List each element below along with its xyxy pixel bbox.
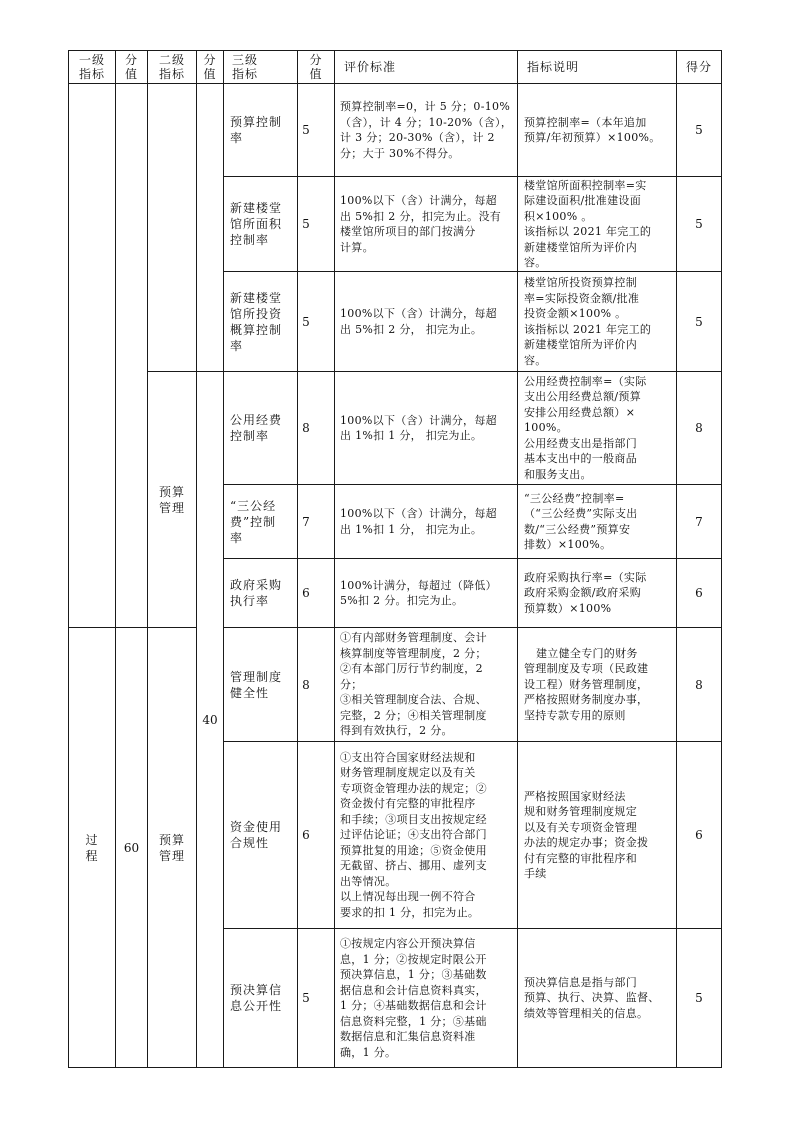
criteria: 100%计满分，每超过（降低） 5%扣 2 分。扣完为止。 (340, 578, 497, 607)
description: 公用经费控制率=（实际 支出公用经费总额/预算 安排公用经费总额）× 100%。 公用经费支出是指部门 基本支出中的一般商品 和服务支出。 (524, 374, 647, 481)
header-level1: 一级 指标 (78, 53, 105, 81)
indicator-building-area-control-rate: 新建楼堂 馆所面积 控制率 (230, 201, 283, 247)
table-border-bottom (68, 1067, 722, 1068)
criteria: 100%以下（含）计满分，每超 出 1%扣 1 分， 扣完为止。 (340, 413, 497, 442)
score: 8 (695, 421, 703, 435)
indicator-public-funds-control-rate: 公用经费 控制率 (230, 413, 283, 443)
level1-process: 过 程 (85, 832, 99, 863)
score: 6 (695, 828, 703, 842)
criteria: ①支出符合国家财经法规和 财务管理制度规定以及有关 专项资金管理办法的规定；② 资金拨付有完整的审批程序 和手续；③项目支出按规定经 过评估论证；④支出符合部门 预算批复的用途；⑤资金使用 无截留、挤占、挪用、虚列支 出等情况。 以上情况每出现一例不符合 要求的扣 1 分，扣完为止。 (340, 750, 487, 919)
criteria: 100%以下（含）计满分，每超 出 5%扣 2 分， 扣完为止。 (340, 307, 497, 336)
score: 5 (695, 991, 703, 1005)
weight: 5 (302, 217, 310, 231)
score: 7 (695, 514, 703, 529)
level2-score-40: 40 (202, 712, 218, 727)
column-divider (517, 50, 518, 1068)
description: 严格按照国家财经法 规和财务管理制度规定 以及有关专项资金管理 办法的规定办事；资金拨 付有完整的审批程序和 手续 (524, 789, 649, 880)
criteria: 100%以下（含）计满分，每超 出 5%扣 2 分，扣完为止。没有 楼堂馆所项目的部门按满分 计算。 (340, 194, 502, 254)
weight: 7 (302, 514, 310, 529)
weight: 5 (302, 123, 310, 137)
level1-score-60: 60 (123, 840, 140, 855)
indicator-government-procurement-rate: 政府采购 执行率 (230, 578, 283, 608)
column-divider (334, 50, 335, 1068)
indicator-budget-disclosure: 预决算信 息公开性 (230, 983, 283, 1013)
description: “三公经费”控制率= （“三公经费”实际支出 数/“三公经费”预算安 排数）×100%。 (524, 491, 638, 551)
header-score1: 分 值 (124, 53, 138, 81)
indicator-building-investment-control-rate: 新建楼堂 馆所投资 概算控制 率 (230, 290, 283, 353)
weight: 6 (302, 586, 310, 600)
column-divider (223, 50, 224, 1068)
indicator-budget-control-rate: 预算控制 率 (230, 115, 283, 145)
header-description: 指标说明 (527, 60, 580, 74)
description: 预决算信息是指与部门 预算、执行、决算、监督、 绩效等管理相关的信息。 (524, 975, 660, 1020)
description: 预算控制率=（本年追加 预算/年初预算）×100%。 (524, 115, 661, 144)
weight: 5 (302, 314, 310, 329)
score: 5 (695, 123, 703, 137)
weight: 6 (302, 828, 310, 842)
criteria: 预算控制率=0，计 5 分；0-10% （含），计 4 分；10-20%（含）， 计 3 分；20-30%（含），计 2 分；大于 30%不得分。 (340, 100, 513, 160)
indicator-management-system-soundness: 管理制度 健全性 (230, 669, 283, 700)
score: 5 (695, 217, 703, 231)
score: 5 (695, 314, 703, 329)
criteria: 100%以下（含）计满分，每超 出 1%扣 1 分， 扣完为止。 (340, 507, 497, 536)
description: 建立健全专门的财务 管理制度及专项（民政建 设工程）财务管理制度， 严格按照财务制度办事， 坚持专款专用的原则 (524, 646, 649, 722)
score: 6 (695, 586, 703, 600)
level2-budget-management-a: 预算 管理 (158, 484, 185, 515)
weight: 8 (302, 421, 310, 435)
header-score3: 分 值 (309, 53, 323, 81)
weight: 5 (302, 991, 310, 1005)
description: 政府采购执行率=（实际 政府采购金额/政府采购 预算数）×100% (524, 570, 647, 615)
header-level2: 二级 指标 (158, 53, 185, 81)
header-score2: 分 值 (203, 53, 217, 81)
indicator-fund-use-compliance: 资金使用 合规性 (230, 820, 283, 850)
header-criteria: 评价标准 (344, 60, 397, 74)
table-border-right (721, 50, 722, 1068)
description: 楼堂馆所面积控制率=实 际建设面积/批准建设面 积×100% 。 该指标以 2021 年完工的 新建楼堂馆所为评价内 容。 (524, 178, 652, 269)
description: 楼堂馆所投资预算控制 率=实际投资金额/批准 投资金额×100% 。 该指标以 2021 年完工的 新建楼堂馆所为评价内 容。 (524, 276, 652, 367)
level2-budget-management-b: 预算 管理 (158, 832, 185, 863)
weight: 8 (302, 677, 310, 692)
header-level3: 三级 指标 (232, 53, 259, 81)
criteria: ①有内部财务管理制度、会计 核算制度等管理制度，2 分； ②有本部门厉行节约制度，2 分； ③相关管理制度合法、合规、 完整，2 分；④相关管理制度 得到有效执行，2 分。 (340, 631, 487, 738)
score: 8 (695, 677, 703, 692)
criteria: ①按规定内容公开预决算信 息，1 分；②按规定时限公开 预决算信息，1 分；③基础数 据信息和会计信息资料真实， 1 分；④基础数据信息和会计 信息资料完整，1 分；⑤基础 数据信息和汇集信息资料准 确，1 分。 (340, 937, 487, 1059)
indicator-three-public-funds-control-rate: “三公经 费”控制 率 (230, 498, 277, 545)
header-score: 得分 (685, 60, 712, 74)
